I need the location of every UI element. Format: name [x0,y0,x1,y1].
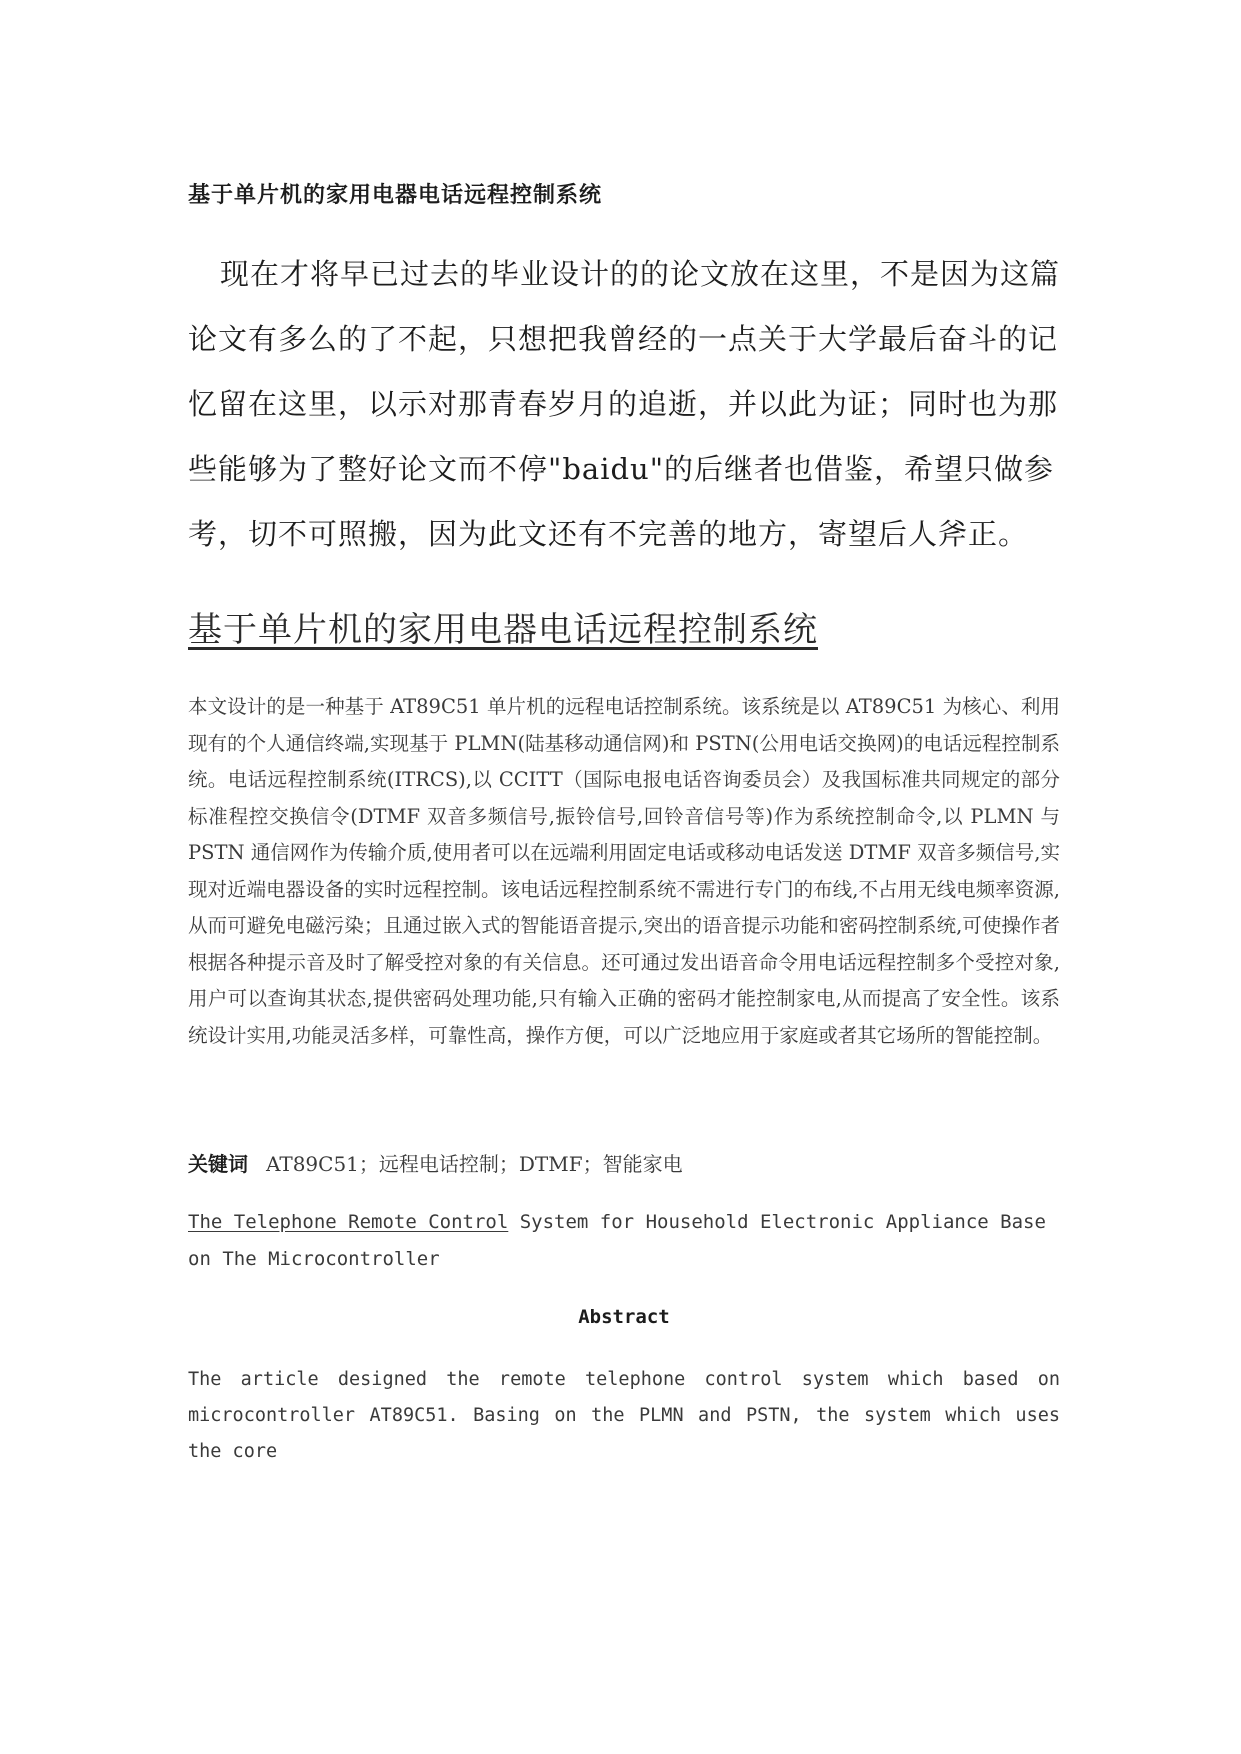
document-content [188,180,1060,1489]
intro-paragraph: 现在才将早已过去的毕业设计的的论文放在这里，不是因为这篇论文有多么的了不起，只想把我曾经的一点关于大学最后奋斗的记忆留在这里，以示对那青春岁月的追逝，并以此为证；同时也为那些能够为了整好论文而不停"baidu"的后继者也借鉴，希望只做参考，切不可照搬，因为此文还有不完善的地方，寄望后人斧正。 [188,257,1061,551]
english-title-rest: System for Household Electronic Appliance Base on The Microcontroller [188,1211,1046,1270]
document-top-title: 基于单片机的家用电器电话远程控制系统 [188,183,603,208]
keywords-text: AT89C51；远程电话控制；DTMF；智能家电 [266,1152,683,1176]
keywords-label: 关键词 [188,1152,248,1176]
keywords-line [188,1146,1060,1182]
main-title: 基于单片机的家用电器电话远程控制系统 [188,610,818,650]
abstract-heading: Abstract [578,1306,670,1328]
chinese-abstract: 本文设计的是一种基于 AT89C51 单片机的远程电话控制系统。该系统是以 AT89C51 为核心、利用现有的个人通信终端,实现基于 PLMN(陆基移动通信网)和 PSTN(公用电话交换网)的电话远程控制系统。电话远程控制系统(ITRCS),以 CCITT（国际电报电话咨询委员会）及我国标准共同规定的部分标准程控交换信令(DTMF 双音多频信号,振铃信号,回铃音信号等)作为系统控制命令,以 PLMN 与 PSTN 通信网作为传输介质,使用者可以在远端利用固定电话或移动电话发送 DTMF 双音多频信号,实现对近端电器设备的实时远程控制。该电话远程控制系统不需进行专门的布线,不占用无线电频率资源,从而可避免电磁污染；且通过嵌入式的智能语音提示,突出的语音提示功能和密码控制系统,可使操作者根据各种提示音及时了解受控对象的有关信息。还可通过发出语音命令用电话远程控制多个受控对象,用户可以查询其状态,提供密码处理功能,只有输入正确的密码才能控制家电,从而提高了安全性。该系统设计实用,功能灵活多样，可靠性高，操作方便，可以广泛地应用于家庭或者其它场所的智能控制。 [188,695,1060,1047]
english-abstract: The article designed the remote telephone control system which based on microcontroller AT89C51. Basing on the PLMN and PSTN, the system which uses the core [188,1369,1060,1462]
english-title-underlined: The Telephone Remote Control [188,1211,509,1233]
english-title [188,1204,1060,1278]
